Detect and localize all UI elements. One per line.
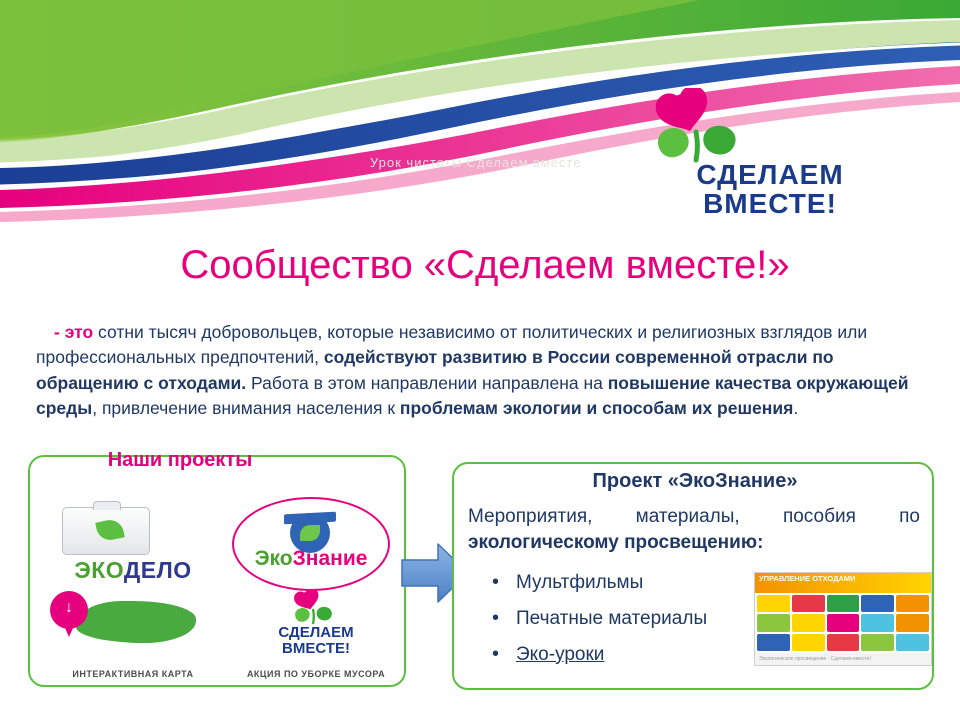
lead-dash: - это [54,322,94,342]
ekoznanie-project-box [452,462,934,690]
lead-bold-2: повышение качества окружающей среды [36,372,909,419]
project-logo-sdelaem-vmeste[interactable] [228,587,404,679]
map-pin-icon: ↓ [50,591,90,639]
ekoznanie-box-title: Проект «ЭкоЗнание» [592,470,798,492]
bullet-label: Эко-уроки [516,643,605,665]
project-logo-ekodelo[interactable] [44,505,222,587]
logo [620,88,920,220]
ekoznanie-lead-part-1: Мероприятия, материалы, пособия по [468,506,920,527]
ekodelo-wordmark [44,557,222,584]
suitcase-icon [62,507,150,555]
ekoznanie-wordmark [226,547,396,571]
poster-header-band [755,573,931,593]
lead-paragraph [36,320,926,422]
lead-part-3: , привлечение внимания населения к [92,398,400,419]
interactive-map-caption: ИНТЕРАКТИВНАЯ КАРТА [72,669,194,679]
page-title: Сообщество «Сделаем вместе!» [180,243,790,287]
poster-footer-text: Экологическое просвещение · Сделаем вместе! [755,653,931,665]
lead-bold-1: содействуют развитию в России современной отрасли по обращению с отходами. [36,347,834,393]
poster-grid [757,595,929,651]
ghost-watermark-text: Урок чистоты Сделаем вместе [370,155,582,170]
bullet-label: Печатные материалы [516,607,708,629]
logo-line-1: СДЕЛАЕМ [696,159,844,190]
ekoznanie-bullet-list [480,572,780,679]
projects-box-title: Наши проекты [107,449,253,471]
project-logo-interactive-map[interactable] [40,587,226,679]
lead-part-1: сотни тысяч добровольцев, которые независимо от политических и религиозных взглядов или профессиональных предпочтений, [36,322,868,368]
ekoznanie-word-pink: Знание [292,547,368,570]
sv-line-1: СДЕЛАЕМ [278,624,354,641]
sdelaem-vmeste-wordmark [228,625,404,657]
sdelaem-vmeste-caption: АКЦИЯ ПО УБОРКЕ МУСОРА [246,669,386,679]
lead-part-4: . [793,398,799,419]
lead-part-2: Работа в этом направлении направлена на [246,372,608,393]
ekodelo-word-green: ЭКО [74,557,124,583]
ekoznanie-box-lead [468,504,920,555]
poster-header-text: УПРАВЛЕНИЕ ОТХОДАМИ [759,574,856,583]
clover-hearts-icon [650,88,754,164]
logo-wordmark [620,160,920,219]
bullet-label: Мультфильмы [516,572,644,593]
ekodelo-word-blue: ДЕЛО [123,557,192,583]
lead-bold-3: проблемам экологии и способам их решения [399,398,794,419]
logo-line-2: ВМЕСТЕ! [703,188,837,220]
ekoznanie-lead-bold: экологическому просвещению: [468,531,764,553]
list-item [480,572,780,595]
leaf-icon [95,518,125,543]
projects-box [28,449,406,687]
sv-line-2: ВМЕСТЕ! [282,639,350,657]
ekoznanie-word-green: Эко [254,547,293,570]
list-item [480,608,780,631]
list-item[interactable] [480,644,780,667]
clover-hearts-small-icon [290,589,342,625]
graduation-cap-icon [284,509,336,543]
russia-map-icon [76,601,196,643]
poster-thumbnail[interactable] [754,572,932,666]
project-logo-ekoznanie[interactable] [226,497,396,593]
